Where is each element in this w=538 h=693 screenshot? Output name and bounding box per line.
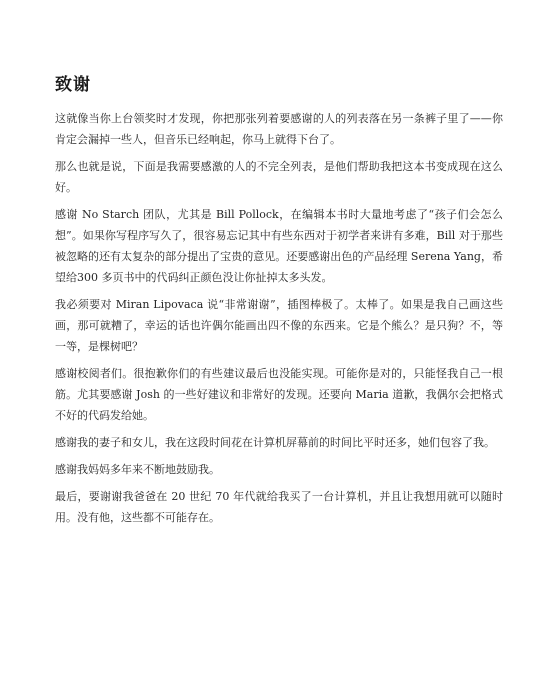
paragraph-2: 那么也就是说，下面是我需要感激的人的不完全列表，是他们帮助我把这本书变成现在这么好。 bbox=[55, 160, 503, 194]
paragraph-7: 感谢我妈妈多年来不断地鼓励我。 bbox=[55, 463, 220, 476]
body-text bbox=[55, 108, 503, 534]
paragraph-4: 我必须要对 Miran Lipovaca 说“非常谢谢”，插图棒极了。太棒了。如果是我自己画这些画，那可就糟了，幸运的话也许偶尔能画出四不像的东西来。它是个熊么？是只狗？不，等一等，是棵树吧？ bbox=[55, 298, 503, 353]
paragraph-6: 感谢我的妻子和女儿，我在这段时间花在计算机屏幕前的时间比平时还多，她们包容了我。 bbox=[55, 436, 495, 449]
paragraph-3: 感谢 No Starch 团队，尤其是 Bill Pollock，在编辑本书时大量地考虑了“孩子们会怎么想”。如果你写程序写久了，很容易忘记其中有些东西对于初学者来讲有多难，Bill 对于那些被忽略的还有太复杂的部分提出了宝贵的意见。还要感谢出色的产品经理 Serena Yang，希望给300 多页书中的代码纠正颜色没让你扯掉太多头发。 bbox=[55, 208, 503, 284]
paragraph-8: 最后，要谢谢我爸爸在 20 世纪 70 年代就给我买了一台计算机，并且让我想用就可以随时用。没有他，这些都不可能存在。 bbox=[55, 490, 503, 524]
paragraph-5: 感谢校阅者们。很抱歉你们的有些建议最后也没能实现。可能你是对的，只能怪我自己一根筋。尤其要感谢 Josh 的一些好建议和非常好的发现。还要向 Maria 道歉，我偶尔会把格式不好的代码发给她。 bbox=[55, 367, 503, 422]
paragraph-1: 这就像当你上台领奖时才发现，你把那张列着要感谢的人的列表落在另一条裤子里了——你肯定会漏掉一些人，但音乐已经响起，你马上就得下台了。 bbox=[55, 112, 503, 146]
page-title: 致谢 bbox=[55, 75, 91, 95]
